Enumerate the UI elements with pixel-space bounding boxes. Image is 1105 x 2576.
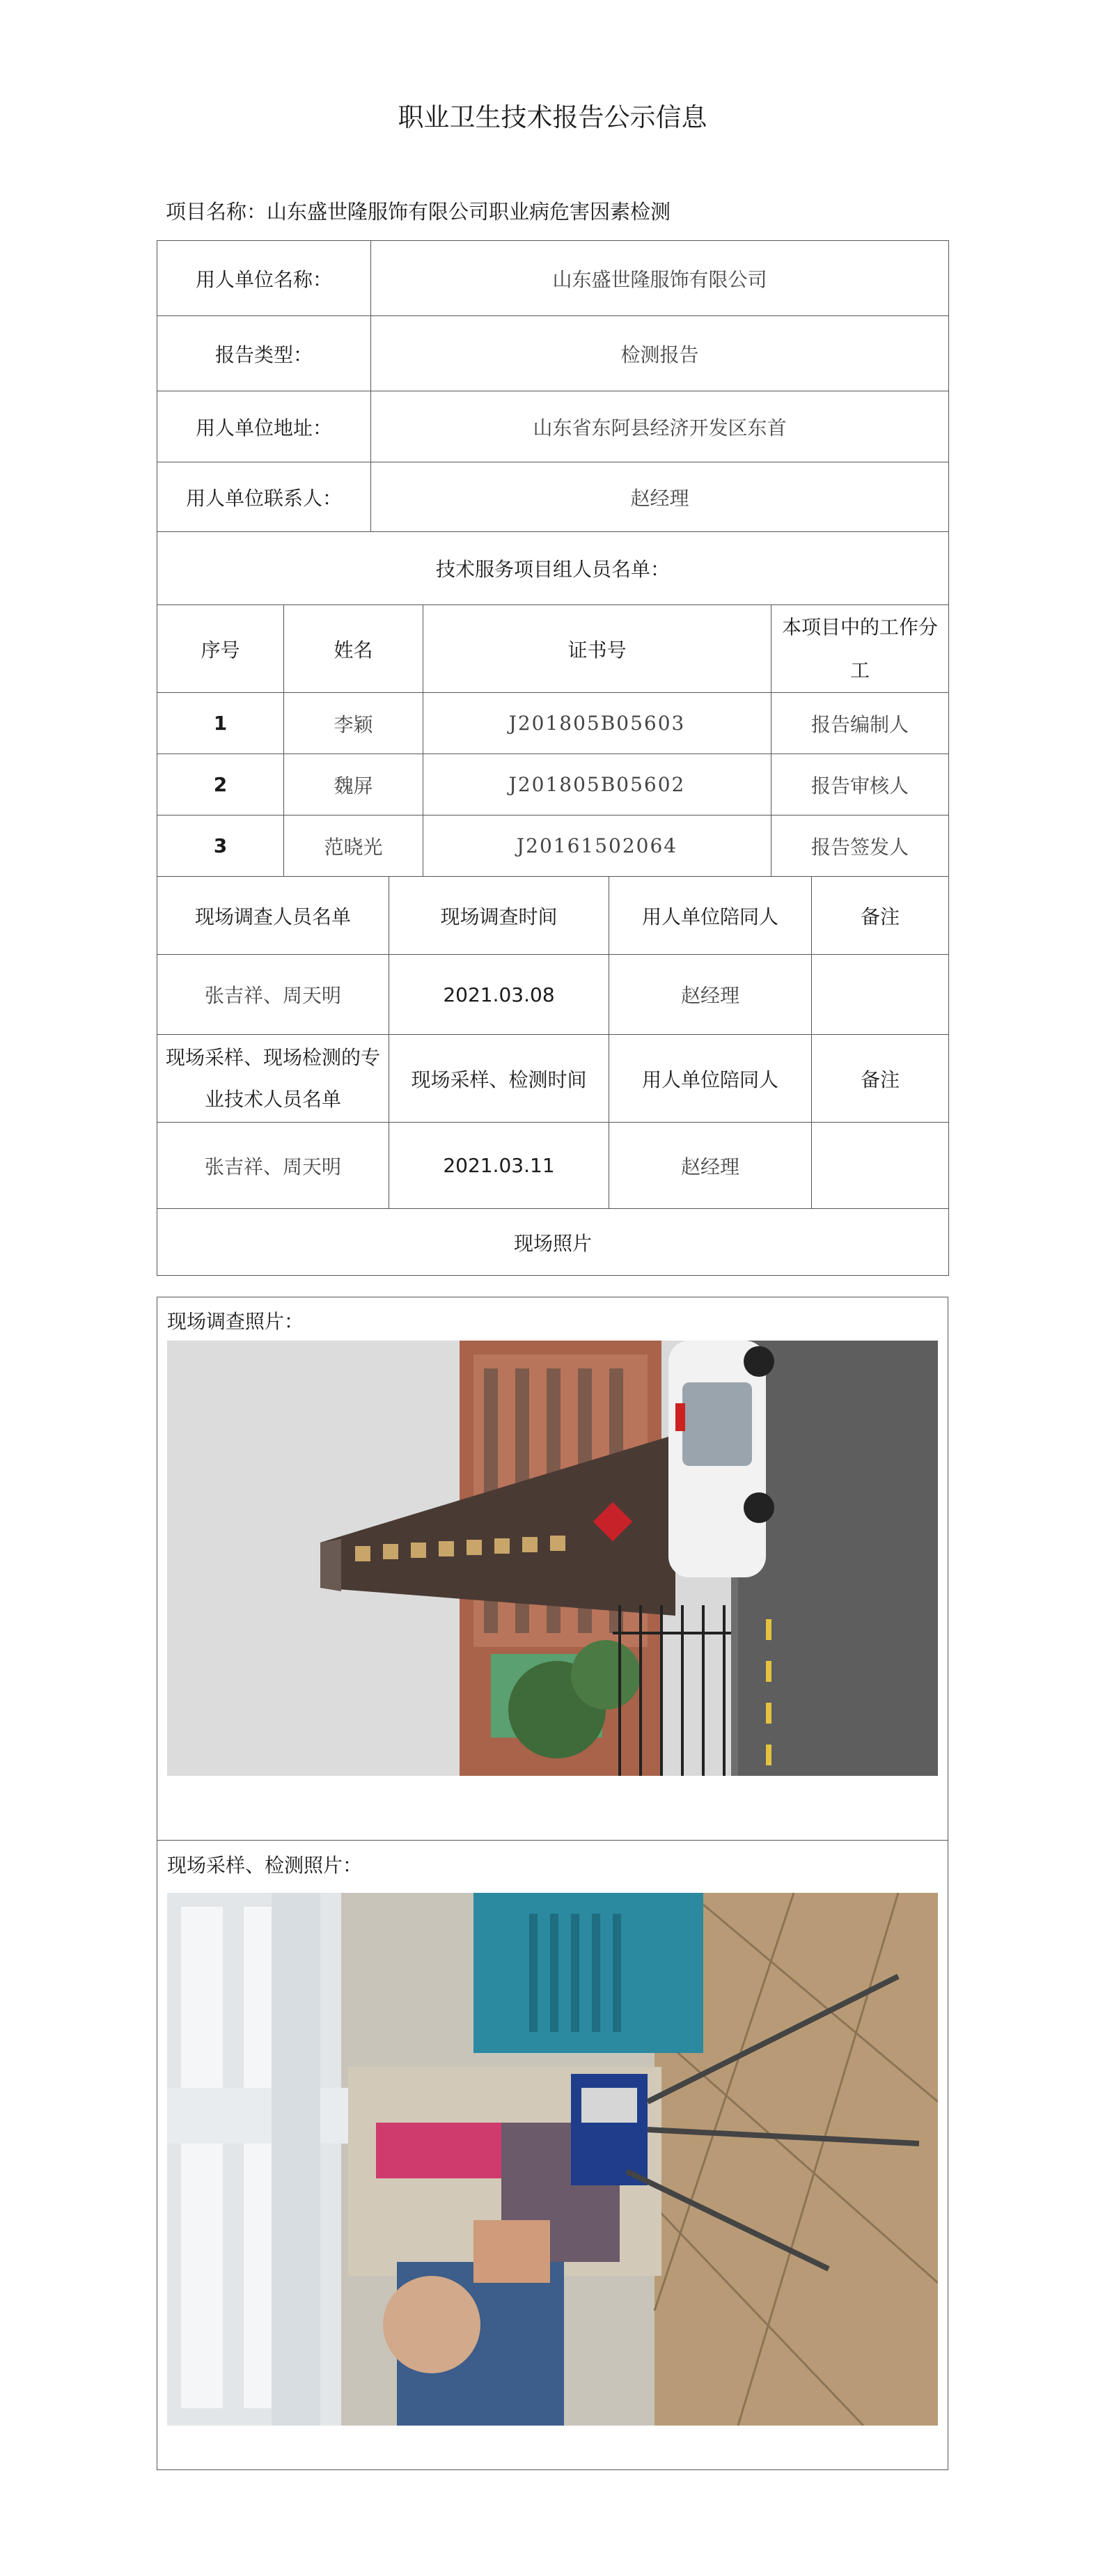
info-value: 山东盛世隆服饰有限公司: [371, 241, 949, 316]
info-label: 用人单位地址：: [157, 391, 371, 462]
survey-row: [157, 955, 949, 1035]
survey-photo-label: 现场调查照片：: [167, 1310, 304, 1333]
info-table: [157, 240, 949, 605]
sampling-staff: 张吉祥、周天明: [157, 1123, 389, 1209]
document-title: 职业卫生技术报告公示信息: [398, 102, 707, 132]
info-row-contact: [157, 462, 949, 532]
survey-photo: [167, 1341, 938, 1776]
sampling-escort: 赵经理: [609, 1123, 812, 1209]
row-cert: J201805B05602: [423, 754, 771, 815]
project-label: 项目名称：: [166, 200, 267, 224]
row-no: 2: [157, 754, 284, 815]
col-header-name: 姓名: [284, 605, 423, 693]
sampling-row: [157, 1123, 949, 1209]
survey-table: [157, 876, 949, 1276]
sampling-date: 2021.03.11: [389, 1123, 609, 1209]
info-value: 山东省东阿县经济开发区东首: [371, 391, 949, 462]
team-heading: 技术服务项目组人员名单：: [157, 532, 949, 605]
sampling-photo-label: 现场采样、检测照片：: [167, 1854, 363, 1877]
sampling-photo-image: [167, 1893, 938, 2426]
row-cert: J20161502064: [423, 815, 771, 877]
row-no: 3: [157, 815, 284, 877]
row-name: 魏屏: [284, 754, 423, 815]
project-name-line: [166, 196, 671, 225]
sampling-header-note: 备注: [812, 1035, 949, 1123]
info-row-address: [157, 391, 949, 462]
row-name: 李颖: [284, 693, 423, 754]
col-header-role: 本项目中的工作分工: [771, 605, 949, 693]
team-table: [157, 604, 949, 877]
row-role: 报告编制人: [771, 693, 949, 754]
team-header-row: [157, 605, 949, 693]
photos-heading-row: [157, 1209, 949, 1276]
info-value: 检测报告: [371, 316, 949, 391]
survey-header-row: [157, 877, 949, 955]
row-name: 范晓光: [284, 815, 423, 877]
sampling-header-staff: 现场采样、现场检测的专业技术人员名单: [157, 1035, 389, 1123]
photos-divider: [157, 1840, 948, 1841]
project-name: 山东盛世隆服饰有限公司职业病危害因素检测: [267, 200, 671, 224]
col-header-cert: 证书号: [423, 605, 771, 693]
info-label: 报告类型：: [157, 316, 371, 391]
col-header-no: 序号: [157, 605, 284, 693]
row-no: 1: [157, 693, 284, 754]
photos-heading: 现场照片: [157, 1209, 949, 1276]
row-role: 报告审核人: [771, 754, 949, 815]
sampling-photo: [167, 1893, 938, 2426]
sampling-header-escort: 用人单位陪同人: [609, 1035, 812, 1123]
survey-header-staff: 现场调查人员名单: [157, 877, 389, 955]
team-heading-row: [157, 532, 949, 605]
info-label: 用人单位联系人：: [157, 462, 371, 532]
survey-note: [812, 955, 949, 1035]
survey-staff: 张吉祥、周天明: [157, 955, 389, 1035]
survey-header-note: 备注: [812, 877, 949, 955]
table-row: [157, 693, 949, 754]
sampling-header-row: [157, 1035, 949, 1123]
info-value: 赵经理: [371, 462, 949, 532]
info-row-company: [157, 241, 949, 316]
survey-header-date: 现场调查时间: [389, 877, 609, 955]
table-row: [157, 815, 949, 877]
info-label: 用人单位名称：: [157, 241, 371, 316]
row-cert: J201805B05603: [423, 693, 771, 754]
survey-date: 2021.03.08: [389, 955, 609, 1035]
sampling-header-date: 现场采样、检测时间: [389, 1035, 609, 1123]
sampling-note: [812, 1123, 949, 1209]
survey-photo-image: [167, 1341, 938, 1776]
row-role: 报告签发人: [771, 815, 949, 877]
info-row-report-type: [157, 316, 949, 391]
survey-escort: 赵经理: [609, 955, 812, 1035]
survey-header-escort: 用人单位陪同人: [609, 877, 812, 955]
table-row: [157, 754, 949, 815]
